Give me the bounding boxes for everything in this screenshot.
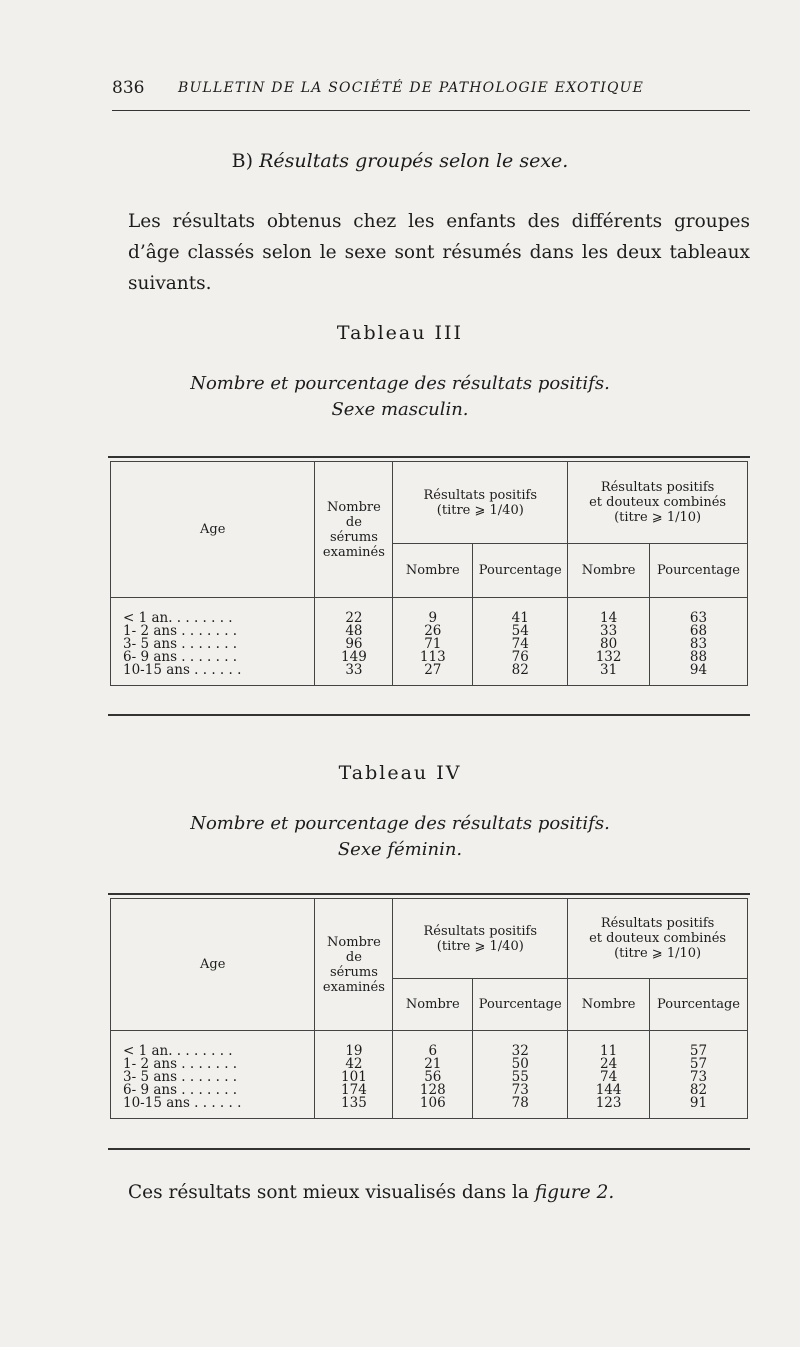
table-3 bbox=[110, 461, 748, 686]
header-comb-nombre: Nombre bbox=[568, 979, 650, 1031]
header-positive: Résultats positifs (titre ⩾ 1/40) bbox=[393, 899, 568, 979]
header-examined: Nombre de sérums examinés bbox=[315, 462, 393, 598]
header-age: Age bbox=[111, 899, 315, 1031]
table-3-bottom-rule bbox=[108, 714, 750, 716]
section-title: Résultats groupés selon le sexe. bbox=[259, 150, 569, 172]
page-number: 836 bbox=[112, 78, 145, 98]
header-comb-pourcentage: Pourcentage bbox=[650, 979, 748, 1031]
table-3-sex: Sexe masculin. bbox=[331, 399, 469, 420]
header-rule bbox=[112, 110, 750, 111]
table-row: 6- 9 ans . . . . . . . 149 113 76 132 88 bbox=[111, 651, 748, 664]
table-3-subtitle: Nombre et pourcentage des résultats positifs. bbox=[190, 373, 610, 394]
table-row: < 1 an. . . . . . . . 22 9 41 14 63 bbox=[111, 612, 748, 625]
header-combined: Résultats positifs et douteux combinés (titre ⩾ 1/10) bbox=[568, 899, 748, 979]
table-row: 10-15 ans . . . . . . 33 27 82 31 94 bbox=[111, 664, 748, 677]
running-header bbox=[112, 78, 752, 100]
header-pos-pourcentage: Pourcentage bbox=[473, 544, 568, 598]
header-comb-nombre: Nombre bbox=[568, 544, 650, 598]
header-pos-pourcentage: Pourcentage bbox=[473, 979, 568, 1031]
table-4 bbox=[110, 898, 748, 1119]
table-3-title: Tableau III bbox=[336, 322, 464, 344]
figure-reference: figure 2. bbox=[534, 1182, 615, 1203]
table-3-top-rule bbox=[108, 456, 750, 458]
table-4-subtitle: Nombre et pourcentage des résultats positifs. bbox=[190, 813, 610, 834]
header-pos-nombre: Nombre bbox=[393, 544, 473, 598]
table-4-sex: Sexe féminin. bbox=[337, 839, 463, 860]
running-title: BULLETIN DE LA SOCIÉTÉ DE PATHOLOGIE EXOTIQUE bbox=[178, 80, 645, 96]
table-4-bottom-rule bbox=[108, 1148, 750, 1150]
table-row: 6- 9 ans . . . . . . . 174 128 73 144 82 bbox=[111, 1084, 748, 1097]
header-pos-nombre: Nombre bbox=[393, 979, 473, 1031]
header-examined: Nombre de sérums examinés bbox=[315, 899, 393, 1031]
section-label: B) bbox=[231, 150, 254, 172]
table-row: 3- 5 ans . . . . . . . 96 71 74 80 83 bbox=[111, 638, 748, 651]
header-age: Age bbox=[111, 462, 315, 598]
table-4-title: Tableau IV bbox=[338, 762, 462, 784]
closing-sentence bbox=[128, 1182, 614, 1203]
header-combined: Résultats positifs et douteux combinés (titre ⩾ 1/10) bbox=[568, 462, 748, 544]
table-4-top-rule bbox=[108, 893, 750, 895]
table-row: < 1 an. . . . . . . . 19 6 32 11 57 bbox=[111, 1045, 748, 1058]
table-row: 10-15 ans . . . . . . 135 106 78 123 91 bbox=[111, 1097, 748, 1110]
header-positive: Résultats positifs (titre ⩾ 1/40) bbox=[393, 462, 568, 544]
table-row: 1- 2 ans . . . . . . . 48 26 54 33 68 bbox=[111, 625, 748, 638]
table-row: 3- 5 ans . . . . . . . 101 56 55 74 73 bbox=[111, 1071, 748, 1084]
closing-text: Ces résultats sont mieux visualisés dans la bbox=[128, 1182, 529, 1203]
table-row: 1- 2 ans . . . . . . . 42 21 50 24 57 bbox=[111, 1058, 748, 1071]
intro-paragraph: Les résultats obtenus chez les enfants des différents groupes d’âge classés selon le sexe sont résumés dans les deux tableaux suivants. bbox=[128, 211, 750, 294]
header-comb-pourcentage: Pourcentage bbox=[650, 544, 748, 598]
section-heading bbox=[0, 150, 800, 172]
